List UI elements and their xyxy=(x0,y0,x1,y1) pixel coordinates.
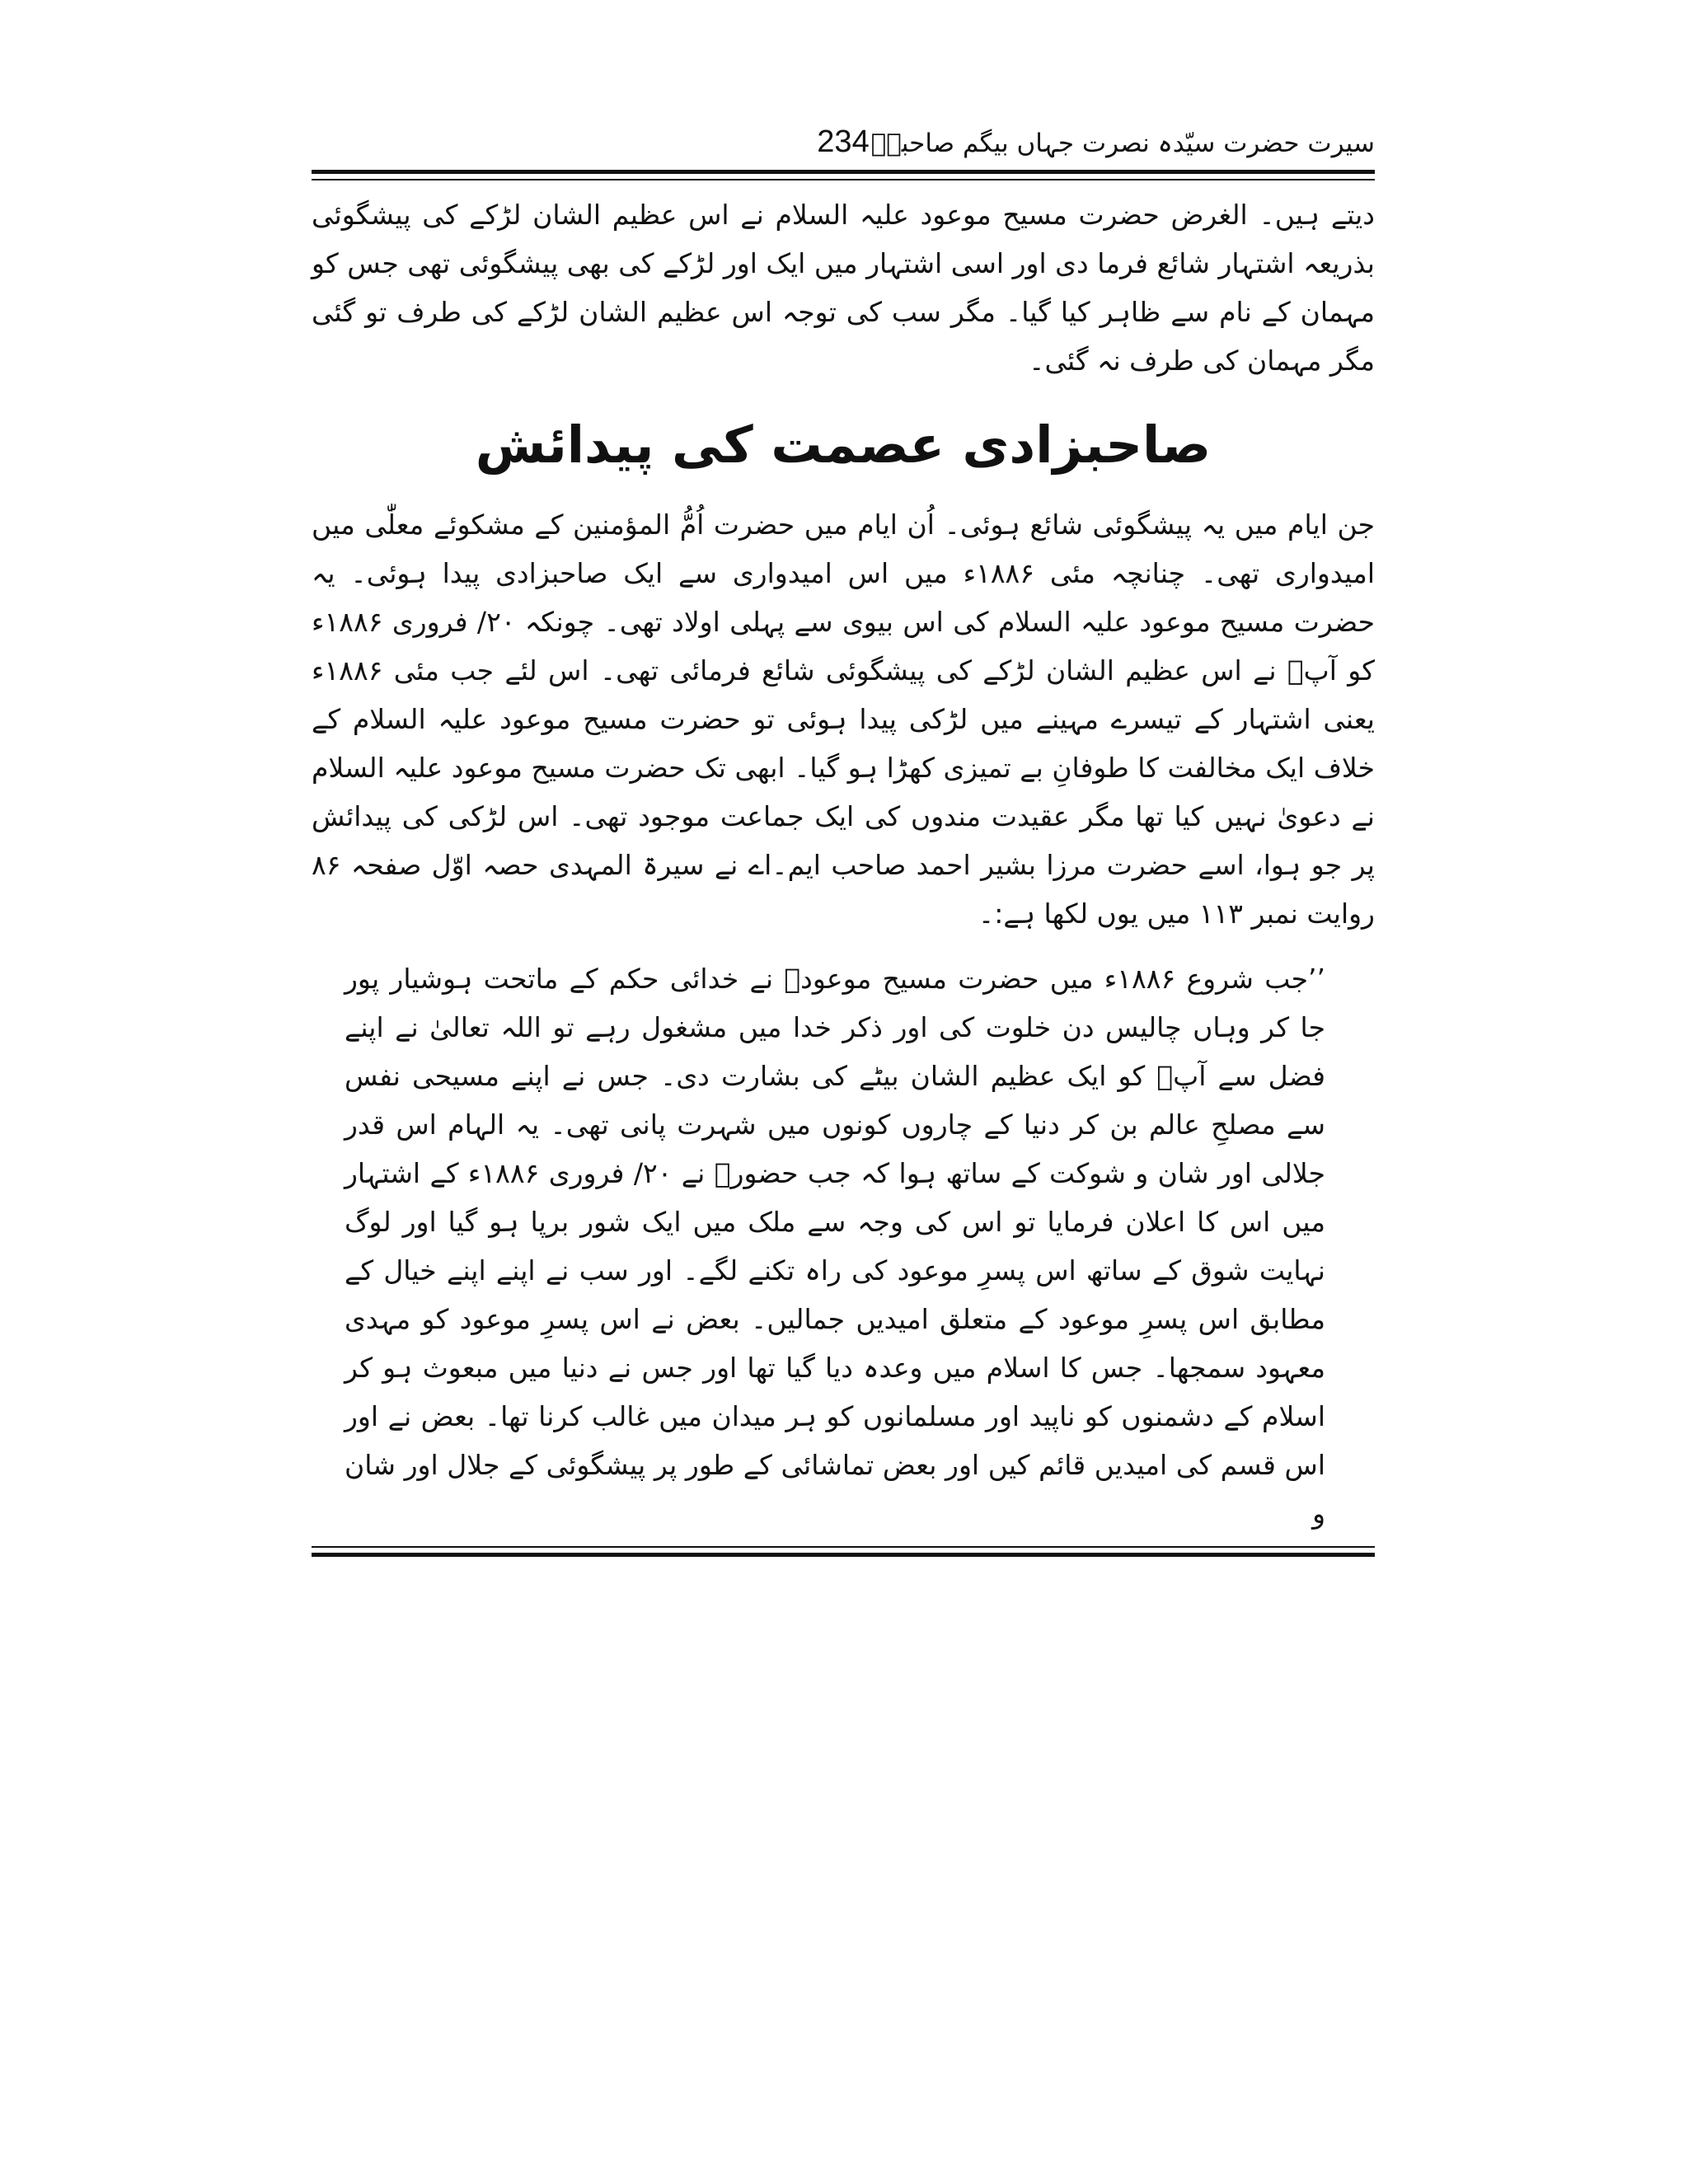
footer-rule-thick xyxy=(312,1553,1375,1557)
page-number: 234 xyxy=(817,124,870,159)
quote-paragraph: ’’جب شروع ۱۸۸۶ء میں حضرت مسیح موعودؑ نے خدائی حکم کے ماتحت ہوشیار پور جا کر وہاں چالیس دن خلوت کی اور ذکر خدا میں مشغول رہے تو اللہ تعالیٰ نے اپنے فضل سے آپؑ کو ایک عظیم الشان بیٹے کی بشارت دی۔ جس نے اپنے مسیحی نفس سے مصلحِ عالم بن کر دنیا کے چاروں کونوں میں شہرت پانی تھی۔ یہ الہام اس قدر جلالی اور شان و شوکت کے ساتھ ہوا کہ جب حضورؑ نے ۲۰/ فروری ۱۸۸۶ء کے اشتہار میں اس کا اعلان فرمایا تو اس کی وجہ سے ملک میں ایک شور برپا ہو گیا اور لوگ نہایت شوق کے ساتھ اس پسرِ موعود کی راہ تکنے لگے۔ اور سب نے اپنے اپنے خیال کے مطابق اس پسرِ موعود کے متعلق امیدیں جمالیں۔ بعض نے اس پسرِ موعود کو مہدی معہود سمجھا۔ جس کا اسلام میں وعدہ دیا گیا تھا اور جس نے دنیا میں مبعوث ہو کر اسلام کے دشمنوں کو ناپید اور مسلمانوں کو ہر میدان میں غالب کرنا تھا۔ بعض نے اور اس قسم کی امیدیں قائم کیں اور بعض تماشائی کے طور پر پیشگوئی کے جلال اور شان و xyxy=(345,963,1325,1530)
book-title: سیرت حضرت سیّدہ نصرت جہاں بیگم صاحبہؓ xyxy=(870,129,1375,158)
running-header xyxy=(312,124,1375,165)
intro-paragraph: دیتے ہیں۔ الغرض حضرت مسیح موعود علیہ السلام نے اس عظیم الشان لڑکے کی پیشگوئی بذریعہ اشتہار شائع فرما دی اور اسی اشتہار میں ایک اور لڑکے کی بھی پیشگوئی تھی جس کو مہمان کے نام سے ظاہر کیا گیا۔ مگر سب کی توجہ اس عظیم الشان لڑکے کی طرف تو گئی مگر مہمان کی طرف نہ گئی۔ xyxy=(312,199,1375,377)
section-heading: صاحبزادی عصمت کی پیدائش xyxy=(475,415,1212,475)
main-paragraph: جن ایام میں یہ پیشگوئی شائع ہوئی۔ اُن ایام میں حضرت اُمُّ المؤمنین کے مشکوئے معلّٰی میں امیدواری تھی۔ چنانچہ مئی ۱۸۸۶ء میں اس امیدواری سے ایک صاحبزادی پیدا ہوئی۔ یہ حضرت مسیح موعود علیہ السلام کی اس بیوی سے پہلی اولاد تھی۔ چونکہ ۲۰/ فروری ۱۸۸۶ء کو آپؑ نے اس عظیم الشان لڑکے کی پیشگوئی شائع فرمائی تھی۔ اس لئے جب مئی ۱۸۸۶ء یعنی اشتہار کے تیسرے مہینے میں لڑکی پیدا ہوئی تو حضرت مسیح موعود علیہ السلام کے خلاف ایک مخالفت کا طوفانِ بے تمیزی کھڑا ہو گیا۔ ابھی تک حضرت مسیح موعود علیہ السلام نے دعویٰ نہیں کیا تھا مگر عقیدت مندوں کی ایک جماعت موجود تھی۔ اس لڑکی کی پیدائش پر جو ہوا، اسے حضرت مرزا بشیر احمد صاحب ایم۔اے نے سیرۃ المہدی حصہ اوّل صفحہ ۸۶ روایت نمبر ۱۱۳ میں یوں لکھا ہے:۔ xyxy=(312,509,1375,930)
header-rule-thick xyxy=(312,170,1375,174)
book-page xyxy=(312,124,1375,1557)
header-rule-thin xyxy=(312,179,1375,180)
footer-rules xyxy=(312,1546,1375,1557)
footer-rule-thin xyxy=(312,1546,1375,1548)
